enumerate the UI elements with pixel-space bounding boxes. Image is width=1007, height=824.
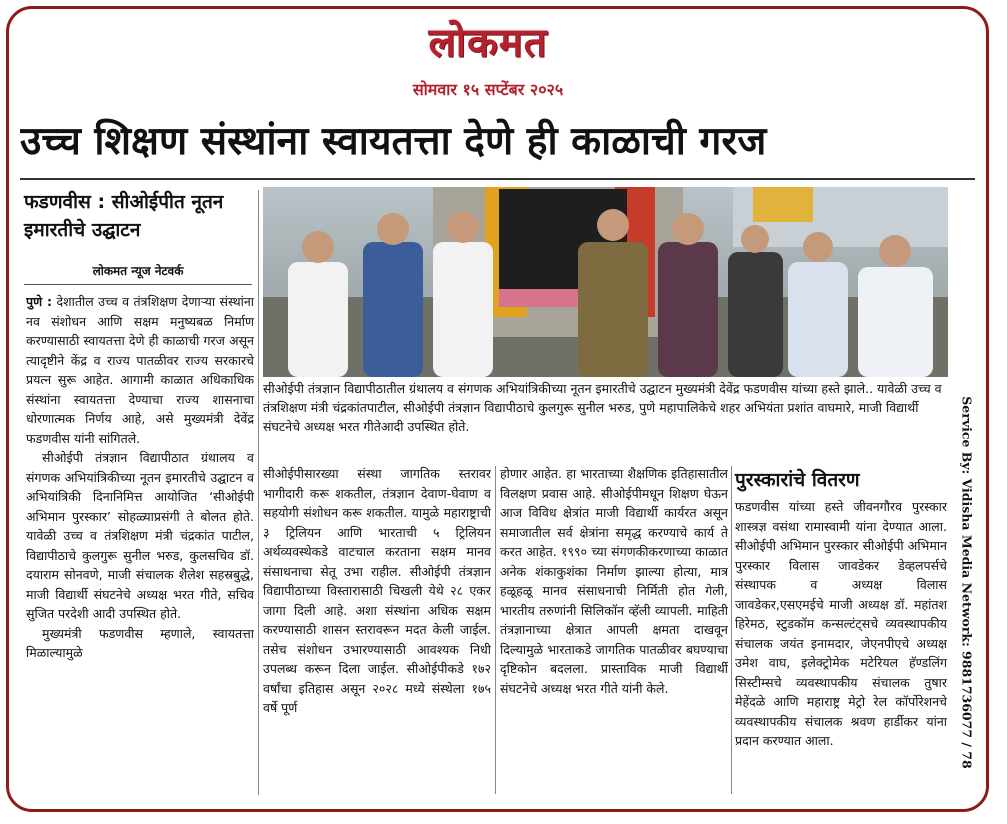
article-column-2 — [263, 464, 491, 794]
headline: उच्च शिक्षण संस्थांना स्वायतत्ता देणे ही काळाची गरज — [20, 119, 767, 164]
column-divider — [495, 466, 496, 794]
paragraph-3: मुख्यमंत्री फडणवीस म्हणाले, स्वायतत्ता मिळाल्यामुळे — [26, 625, 254, 660]
service-credit — [952, 390, 974, 780]
photo-caption: सीओईपी तंत्रज्ञान विद्यापीठातील ग्रंथालय व संगणक अभियांत्रिकीच्या नूतन इमारतीचे उद्घाटन मुख्यमंत्री देवेंद्र फडणवीस यांच्या हस्ते झाले.. यावेळी उच्च व तंत्रशिक्षण मंत्री चंद्रकांतपाटील, सीओईपी तंत्रज्ञान विद्यापीठाचे कुलगुरू सुनील भरुड, पुणे महापालिकेचे शहर अभियंता प्रशांत वाघमारे, माजी विद्यार्थी संघटनेचे अध्यक्ष भरत गीतेआदी उपस्थित होते. — [263, 381, 942, 434]
issue-date: सोमवार १५ सप्टेंबर २०२५ — [412, 80, 564, 99]
awards-heading: पुरस्कारांचे वितरण — [735, 469, 860, 491]
column-2-text: सीओईपीसारख्या संस्था जागतिक स्तरावर भागीदारी करू शकतील, तंत्रज्ञान देवाण-घेवाण व सहयोगी संशोधन करू शकतील. यामुळे महाराष्ट्राची ३ ट्रिलियन आणि भारताची ५ ट्रिलियन अर्थव्यवस्थेकडे वाटचाल करताना सक्षम मानव संसाधनाचा सेतू उभा राहील. सीओईपी तंत्रज्ञान विद्यापीठाच्या विस्तारासाठी चिखली येथे २८ एकर जागा दिली आहे. अशा संस्थांना अधिक सक्षम करण्यासाठी शासन स्तरावरून मदत केली जाईल. तसेच संशोधन उभारण्यासाठी आवश्यक निधी उपलब्ध करून दिला जाईल. सीओईपीकडे १७२ वर्षांचा इतिहास असून २०२८ मध्ये संस्थेला १७५ वर्षे पूर्ण — [263, 466, 491, 715]
subheadline: फडणवीस : सीओईपीत नूतन इमारतीचे उद्घाटन — [24, 191, 224, 241]
paragraph-1-text: देशातील उच्च व तंत्रशिक्षण देणाऱ्या संस्थांना नव संशोधन आणि सक्षम मनुष्यबळ निर्माण करण्यासाठी स्वायतत्ता देणे ही काळाची गरज असून त्यादृष्टीने केंद्र व राज्य पातळीवर राज्य सरकारचे प्रयत्न सुरू आहेत. आगामी काळात अधिकाधिक संस्थांना स्वायतत्ता देण्याचा राज्य शासनाचा धोरणात्मक निर्णय आहे, असे मुख्यमंत्री देवेंद्र फडणवीस यांनी सांगितले. — [26, 294, 254, 446]
city-dateline: पुणे : — [26, 294, 52, 309]
event-photo — [263, 187, 948, 377]
logo-text: लोकमत — [428, 19, 548, 66]
byline-rule — [24, 284, 252, 285]
headline-rule — [20, 178, 975, 180]
byline: लोकमत न्यूज नेटवर्क — [92, 264, 184, 278]
service-credit-text: Service By: Vidisha Media Network: 9881736077 / 78 — [959, 396, 975, 769]
paragraph-1 — [26, 292, 254, 448]
column-divider — [731, 466, 732, 794]
newspaper-logo — [388, 20, 588, 78]
column-3-text: होणार आहेत. हा भारताच्या शैक्षणिक इतिहासातील विलक्षण प्रवास आहे. सीओईपीमधून शिक्षण घेऊन आज विविध क्षेत्रांत माजी विद्यार्थी कार्यरत असून समाजातील सर्व क्षेत्रांना समृद्ध करण्याचे कार्य ते करत आहेत. १९९० च्या संगणकीकरणाच्या काळात अनेक शंकाकुशंका निर्माण झाल्या होत्या, मात्र हळूहळू मानव संसाधनाची निर्मिती होत गेली, भारतीय तरुणांनी सिलिकॉन व्हॅली व्यापली. माहिती तंत्रज्ञानाच्या क्षेत्रात आपली क्षमता दाखवून दिल्यामुळे भारताकडे जागतिक पातळीवर बघण्याचा दृष्टिकोन बदलला. प्रास्ताविक माजी विद्यार्थी संघटनेचे अध्यक्ष भरत गीते यांनी केले. — [500, 466, 728, 696]
column-divider — [258, 190, 259, 795]
article-column-1 — [26, 292, 254, 797]
article-column-3 — [500, 464, 728, 794]
paragraph-2: सीओईपी तंत्रज्ञान विद्यापीठात ग्रंथालय व संगणक अभियांत्रिकीच्या नूतन इमारतीचे उद्घाटन व अभियांत्रिकी दिनानिमित्त आयोजित ‘सीओईपी अभिमान पुरस्कार’ सोहळ्याप्रसंगी ते बोलत होते. यावेळी उच्च व तंत्रशिक्षण मंत्री चंद्रकांत पाटील, विद्यापीठाचे कुलगुरू सुनील भरुड, कुलसचिव डॉ. दयाराम सोनवणे, माजी संचालक शैलेश सहस्रबुद्धे, माजी विद्यार्थी संघटनेचे अध्यक्ष भरत गीते, सचिव सुजित परदेशी आदी उपस्थित होते. — [26, 450, 254, 621]
article-column-4 — [735, 497, 947, 797]
awards-text: फडणवीस यांच्या हस्ते जीवनगौरव पुरस्कार शास्त्रज्ञ वसंथा रामास्वामी यांना देण्यात आला. सीओईपी अभिमान पुरस्कार सीओईपी अभिमान पुरस्कार विलास जावडेकर डेव्हलपर्सचे संस्थापक व अध्यक्ष विलास जावडेकर,एसएमईचे माजी अध्यक्ष डॉ. महांतश हिरेमठ, स्टुडकॉम कन्सल्टंट्सचे व्यवस्थापकीय संचालक जयंत इनामदार, जेएनपीएचे अध्यक्ष उमेश वाघ, इलेक्ट्रोमेक मटेरियल हॅण्डलिंग सिस्टीम्सचे व्यवस्थापकीय संचालक तुषार मेहेंदळे आणि महाराष्ट्र मेट्रो रेल कॉर्पोरेशनचे व्यवस्थापकीय संचालक श्रवण हार्डीकर यांना प्रदान करण्यात आला. — [735, 499, 947, 748]
